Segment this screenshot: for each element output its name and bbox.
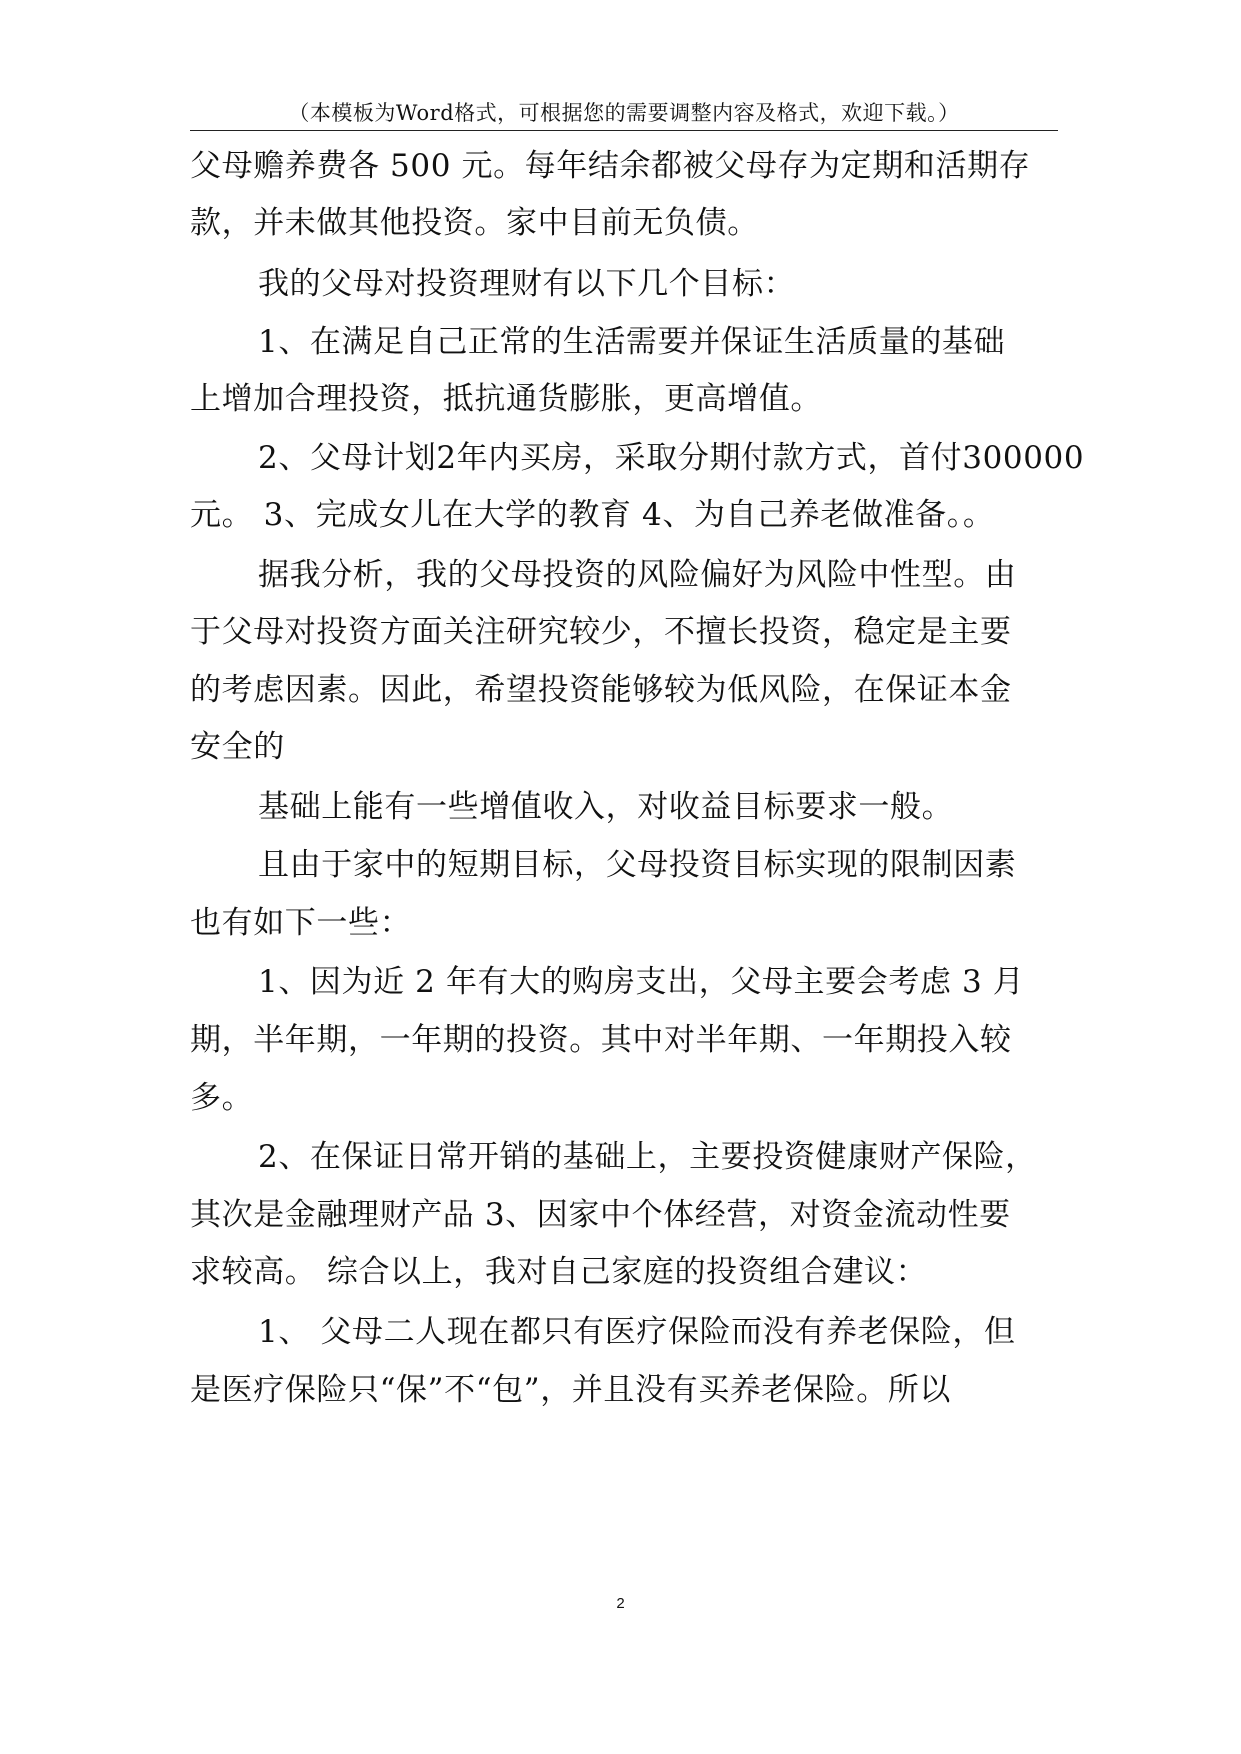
- paragraph-line: 据我分析，我的父母投资的风险偏好为风险中性型。由: [258, 557, 1017, 593]
- paragraph-line: 1、在满足自己正常的生活需要并保证生活质量的基础: [258, 324, 1006, 360]
- template-note-header: （本模板为Word格式，可根据您的需要调整内容及格式，欢迎下载。）: [288, 101, 960, 125]
- header-divider: [190, 130, 1058, 131]
- paragraph-line: 是医疗保险只“保”不“包”，并且没有买养老保险。所以: [190, 1372, 951, 1408]
- paragraph-line: 款，并未做其他投资。家中目前无负债。: [190, 205, 759, 241]
- paragraph-line: 元。 3、完成女儿在大学的教育 4、为自己养老做准备。。: [190, 497, 995, 533]
- paragraph-line: 1、因为近 2 年有大的购房支出，父母主要会考虑 3 月: [258, 964, 1025, 1000]
- paragraph-line: 且由于家中的短期目标，父母投资目标实现的限制因素: [258, 847, 1017, 883]
- paragraph-line: 父母赡养费各 500 元。每年结余都被父母存为定期和活期存: [190, 148, 1031, 184]
- paragraph-line: 我的父母对投资理财有以下几个目标：: [258, 266, 796, 302]
- page-number: 2: [616, 1595, 625, 1612]
- paragraph-line: 于父母对投资方面关注研究较少，不擅长投资，稳定是主要: [190, 614, 1012, 650]
- paragraph-line: 也有如下一些：: [190, 905, 412, 941]
- paragraph-line: 1、 父母二人现在都只有医疗保险而没有养老保险，但: [258, 1314, 1016, 1350]
- paragraph-line: 基础上能有一些增值收入，对收益目标要求一般。: [258, 789, 954, 825]
- paragraph-line: 的考虑因素。因此，希望投资能够较为低风险，在保证本金: [190, 672, 1012, 708]
- paragraph-line: 上增加合理投资，抵抗通货膨胀，更高增值。: [190, 381, 822, 417]
- paragraph-line: 多。: [190, 1080, 254, 1116]
- paragraph-line: 2、父母计划2年内买房，采取分期付款方式，首付300000: [258, 440, 1085, 476]
- paragraph-line: 2、在保证日常开销的基础上，主要投资健康财产保险，: [258, 1139, 1037, 1175]
- paragraph-line: 期，半年期，一年期的投资。其中对半年期、一年期投入较: [190, 1022, 1012, 1058]
- paragraph-line: 求较高。 综合以上，我对自己家庭的投资组合建议：: [190, 1254, 928, 1290]
- paragraph-line: 其次是金融理财产品 3、因家中个体经营，对资金流动性要: [190, 1197, 1011, 1233]
- paragraph-line: 安全的: [190, 729, 285, 765]
